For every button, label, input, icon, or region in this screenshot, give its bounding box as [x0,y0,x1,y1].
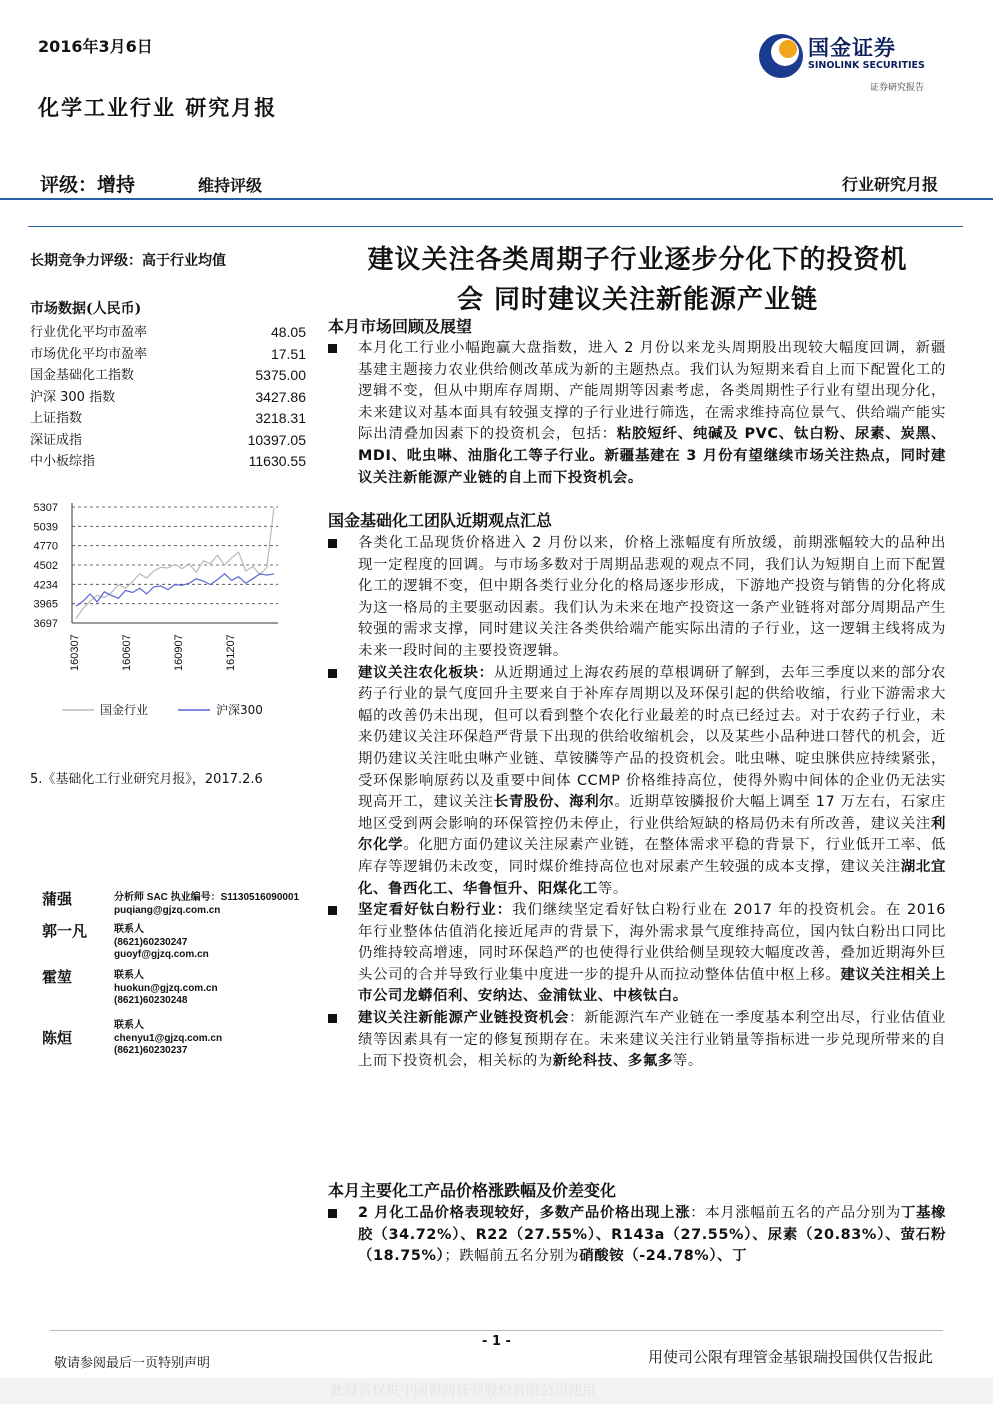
bullet-paragraph [328,900,946,1008]
para-bold: 利尔化学 [358,815,946,854]
y-tick-label: 3965 [33,598,58,611]
y-tick-label: 5039 [33,521,58,534]
headline [325,240,950,320]
header-divider [0,198,993,200]
para-text: 我们继续坚定看好钛白粉行业在 2017 年的投资机会。在 2016 年行业整体估值消化接近尾声的背景下，海外需求景气度维持高位，国内钛白粉出口同比仍维持较高增速，同时环保趋严的也使得行业供给侧呈现较大幅度改善，叠加近期海外巨头公司的合并导致行业集中度进一步的提升从而拉动整体估值中枢上移。 [358,902,946,983]
logo-en: SINOLINK SECURITIES [808,60,925,71]
bullet-paragraph [328,1203,946,1268]
sinolink-logo-icon [755,30,807,82]
y-tick-label: 3697 [33,618,58,630]
competitiveness-rating: 长期竞争力评级：高于行业均值 [30,253,226,269]
market-row-value: 48.05 [270,324,306,340]
section-title: 国金基础化工团队近期观点汇总 [328,511,553,530]
legend-label: 国金行业 [100,703,149,717]
para-bold: 丁基橡胶（34.72%）、R22（27.55%）、R143a（27.55%）、尿素（20.83%）、萤石粉（18.75%） [358,1205,946,1265]
footer-divider [50,1330,943,1331]
logo-cn: 国金证券 [808,36,896,60]
disclaimer-note: 敬请参阅最后一页特别声明 [54,1356,211,1371]
page-number: - 1 - [482,1334,511,1349]
rating: 评级：增持 [40,174,136,196]
analyst-name: 蒲强 [42,890,73,908]
para-text: 等。 [597,880,628,897]
bullet-paragraph [328,1008,946,1073]
market-row-value: 5375.00 [255,367,306,383]
market-row [30,387,306,409]
market-row-label: 行业优化平均市盈率 [30,325,148,340]
report-title: 化学工业行业 研究月报 [38,95,278,120]
section-title: 本月市场回顾及展望 [328,317,473,336]
market-row-label: 国金基础化工指数 [30,368,135,383]
market-row-value: 3427.86 [255,388,306,405]
para-text: 从近期通过上海农药展的草根调研了解到，去年三季度以来的部分农药子行业的景气度回升主要来自于补库存周期以及环保引起的供给收缩，行业下游需求大幅的改善仍未出现，但可以看到整个农化行业最差的时点已经过去。对于农药子行业，未来仍建议关注环保趋严背景下出现的供给收缩机会，以及某些小品种进口替代的机会，近期仍建议关注吡虫啉产业链、草铵膦等产品的投资机会。吡虫啉、啶虫脒供应持续紧张，受环保影响原药以及重要中间体 CCMP 价格维持高位，使得外购中间体的企业仍无法实现高开工，建议关注 [358,664,946,811]
analyst-line: (8621)60230248 [114,995,188,1006]
headline-line-2: 会 同时建议关注新能源产业链 [456,285,819,315]
analyst-name: 郭一凡 [42,922,88,940]
market-row [30,365,306,387]
para-bold: 建议关注相关上市公司龙蟒佰利、安纳达、金浦钛业、中核钛白。 [358,966,946,1005]
market-row [30,322,306,344]
bullet-paragraph [328,663,946,901]
bullet-paragraph [328,338,946,489]
y-tick-label: 4502 [33,560,58,572]
report-type: 行业研究月报 [841,175,938,194]
para-text: 。化肥方面仍建议关注尿素产业链，在整体需求平稳的背景下，行业低开工率、低库存等逻辑仍未改变，同时煤价维持高位也对尿素产生较强的成本支撑，建议关注 [358,837,946,875]
market-row [30,408,306,430]
para-text: ：本月涨幅前五名的产品分别为 [690,1205,901,1221]
analyst-email: chenyu1@gjzq.com.cn [114,1032,223,1044]
logo-sub: 证券研究报告 [870,83,925,93]
para-bold: 建议关注农化板块： [358,664,494,681]
rating-note: 维持评级 [198,176,263,195]
y-tick-label: 4770 [33,540,58,553]
x-tick-label: 160907 [173,634,185,671]
market-row-label: 中小板综指 [30,454,96,469]
market-row-label: 上证指数 [30,411,83,426]
section-3 [328,1178,946,1268]
x-tick-label: 160607 [121,634,133,671]
para-bold: 湖北宜化、鲁西化工、华鲁恒升、阳煤化工 [358,858,946,897]
para-bold: 新纶科技、多氟多 [552,1053,673,1070]
market-row-value: 11630.55 [248,453,306,469]
market-row-label: 沪深 300 指数 [30,389,116,405]
para-text: ；跌幅前五名分别为 [444,1248,580,1265]
para-bold: 粘胶短纤、纯碱及 PVC、钛白粉、尿素、炭黑、MDI、吡虫啉、油脂化工等子行业。新疆基建在 3 月份有望继续市场关注热点，同时建议关注新能源产业链的自上而下投资机会。 [358,426,946,486]
market-row [30,451,306,473]
bullet-paragraph [328,533,946,663]
market-row [30,430,306,452]
analyst-line: 联系人 [114,924,144,935]
market-data-title: 市场数据(人民币) [30,301,142,317]
market-row-value: 3218.31 [255,410,306,426]
market-row-value: 17.51 [270,345,306,362]
legend-label: 沪深300 [216,703,263,717]
para-bold: 坚定看好钛白粉行业： [358,902,513,919]
report-date: 2016年3月6日 [38,37,153,56]
x-tick-label: 160307 [69,634,81,671]
para-text: 等。 [672,1053,703,1070]
footer-watermark: 此报告仅供中国银河证券股份有限公司使用 [330,1383,596,1399]
analyst-line: 分析师 SAC 执业编号：S1130516090001 [114,892,300,903]
series-line [76,574,274,606]
footer-right-text: 用使司公限有理管金基银瑞投国供仅告报此 [647,1348,933,1366]
market-row-value: 10397.05 [247,431,306,448]
market-row-label: 市场优化平均市盈率 [30,346,148,362]
analyst-line: 联系人 [114,1020,144,1031]
para-bold: 硝酸铵（-24.78%）、丁 [579,1248,748,1265]
analyst-line: (8621)60230237 [114,1045,188,1056]
previous-report: 5.《基础化工行业研究月报》，2017.2.6 [30,772,263,787]
y-tick-label: 5307 [33,502,58,514]
para-text: 本月化工行业小幅跑赢大盘指数，进入 2 月份以来龙头周期股出现较大幅度回调，新疆基建主题接力农业供给侧改革成为新的主题热点。我们认为短期来看自上而下配置化工的逻辑不变，但从中期库存周期、产能周期等因素考虑，各类周期性子行业有望出现分化，未来建议对基本面具有较强支撑的子行业进行筛选，在需求维持高位景气、供给端产能实际出清叠加因素下的投资机会，包括： [358,340,946,443]
y-tick-label: 4234 [33,579,58,592]
analyst-name: 霍堃 [42,968,73,986]
para-text: ：新能源汽车产业链在一季度基本利空出尽，行业估值业绩等因素具有一定的修复预期存在。未来建议关注行业销量等指标进一步兑现所带来的自上而下投资机会，相关标的为 [358,1010,946,1070]
market-row-label: 深证成指 [30,432,83,448]
analyst-email: huokun@gjzq.com.cn [114,982,218,994]
analyst-email: guoyf@gjzq.com.cn [114,949,209,960]
analyst-email: puqiang@gjzq.com.cn [114,904,221,916]
para-bold: 建议关注新能源产业链投资机会 [358,1010,570,1027]
section-1 [328,314,946,489]
para-bold: 长青股份、海利尔 [493,794,615,811]
para-bold: 2 月化工品价格表现较好，多数产品价格出现上涨 [358,1205,691,1221]
section-2 [328,508,946,1073]
headline-line-1: 建议关注各类周期子行业逐步分化下的投资机 [367,245,908,275]
para-text: 各类化工品现货价格进入 2 月份以来，价格上涨幅度有所放缓，前期涨幅较大的品种出现一定程度的回调。与市场多数对于周期品悲观的观点不同，我们认为短期自上而下配置化工的逻辑不变，但中期各类行业分化的格局逐步形成，下游地产投资与销售的分化将成为这一格局的主要驱动因素。我们认为未来在地产投资这一条产业链将对部分周期品产生较强的需求支撑，同时建议关注各类供给端产能实际出清的子行业，这一逻辑主线将成为未来一段时间的主要投资逻辑。 [358,535,946,659]
para-text: 。近期草铵膦报价大幅上调至 17 万左右，石家庄地区受到两会影响的环保管控仍未停止，行业供给短缺的格局仍未有所改善，建议关注 [358,794,946,832]
section-title: 本月主要化工产品价格涨跌幅及价差变化 [328,1181,617,1200]
header-divider-2 [28,226,963,227]
analyst-name: 陈烜 [42,1029,73,1047]
market-row [30,344,306,366]
index-comparison-chart [28,495,318,725]
series-line [76,508,274,619]
analyst-line: (8621)60230247 [114,936,188,948]
market-data-table [30,322,306,473]
analyst-line: 联系人 [114,970,144,981]
x-tick-label: 161207 [225,634,237,671]
